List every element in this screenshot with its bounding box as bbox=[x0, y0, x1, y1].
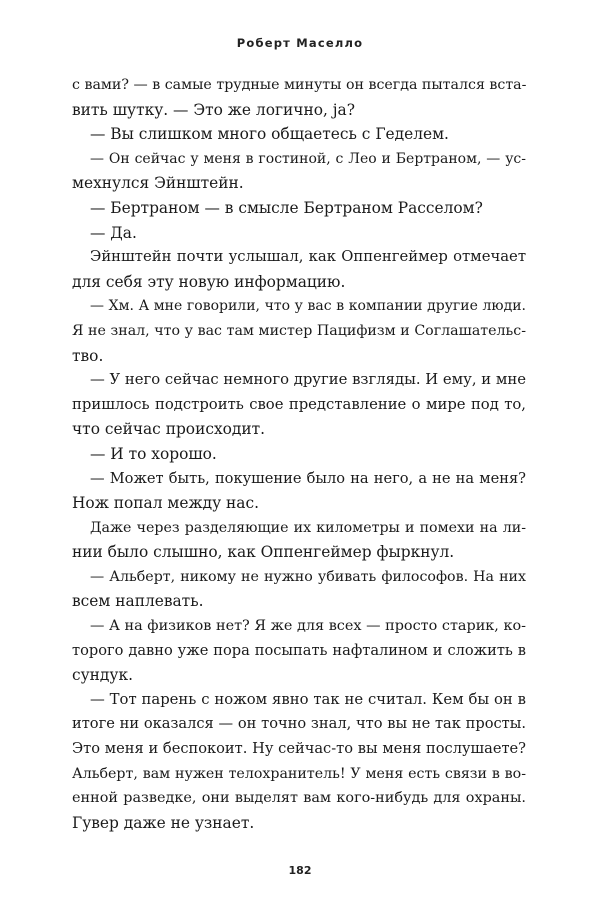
text-line: тво. bbox=[72, 346, 104, 365]
text-line: енной разведке, они выделят вам кого-нибудь для охраны. bbox=[72, 790, 526, 807]
text-line: пришлось подстроить свое представление о мире под то, bbox=[72, 395, 526, 413]
text-line: Я не знал, что у вас там мистер Пацифизм и Соглашательс- bbox=[72, 322, 526, 339]
text-line: Даже через разделяющие их километры и помехи на ли- bbox=[90, 519, 526, 536]
text-line: — Бертраном — в смысле Бертраном Расселом? bbox=[90, 198, 483, 217]
text-line: Это меня и беспокоит. Ну сейчас-то вы меня послушаете? bbox=[72, 740, 526, 758]
text-line: — У него сейчас немного другие взгляды. И ему, и мне bbox=[90, 371, 526, 389]
text-line: — Он сейчас у меня в гостиной, с Лео и Бертраном, — ус- bbox=[90, 150, 526, 167]
text-line: что сейчас происходит. bbox=[72, 420, 266, 439]
text-line: мехнулся Эйнштейн. bbox=[72, 174, 244, 193]
text-line: торого давно уже пора посыпать нафталином и сложить в bbox=[72, 641, 526, 659]
text-line: вить шутку. — Это же логично, ja? bbox=[72, 100, 355, 119]
text-line: Альберт, вам нужен телохранитель! У меня есть связи в во- bbox=[72, 765, 526, 782]
running-head: Роберт Маселло bbox=[236, 36, 364, 50]
text-line: всем наплевать. bbox=[72, 592, 204, 611]
text-line: нии было слышно, как Оппенгеймер фыркнул. bbox=[72, 543, 455, 562]
text-line: с вами? — в самые трудные минуты он всегда пытался вста- bbox=[72, 77, 527, 93]
body-text bbox=[72, 73, 526, 835]
text-line: — Вы слишком много общаетесь с Геделем. bbox=[90, 125, 449, 144]
text-line: для себя эту новую информацию. bbox=[72, 272, 346, 291]
text-line: сундук. bbox=[72, 666, 133, 685]
text-line: — Тот парень с ножом явно так не считал. Кем бы он в bbox=[90, 690, 526, 708]
text-line: — И то хорошо. bbox=[90, 444, 217, 463]
text-line: — Может быть, покушение было на него, а не на меня? bbox=[90, 469, 526, 487]
text-line: — Да. bbox=[90, 223, 137, 242]
text-line: итоге ни оказался — он точно знал, что вы не так просты. bbox=[72, 715, 526, 733]
text-line: Гувер даже не узнает. bbox=[72, 813, 255, 832]
text-line: Эйнштейн почти услышал, как Оппенгеймер отмечает bbox=[90, 248, 526, 266]
text-line: — А на физиков нет? Я же для всех — просто старик, ко- bbox=[90, 618, 526, 635]
text-line: — Альберт, никому не нужно убивать философов. На них bbox=[90, 568, 526, 585]
page-number: 182 bbox=[288, 864, 312, 877]
text-line: Нож попал между нас. bbox=[72, 494, 259, 513]
text-line: — Хм. А мне говорили, что у вас в компании другие люди. bbox=[90, 298, 526, 315]
